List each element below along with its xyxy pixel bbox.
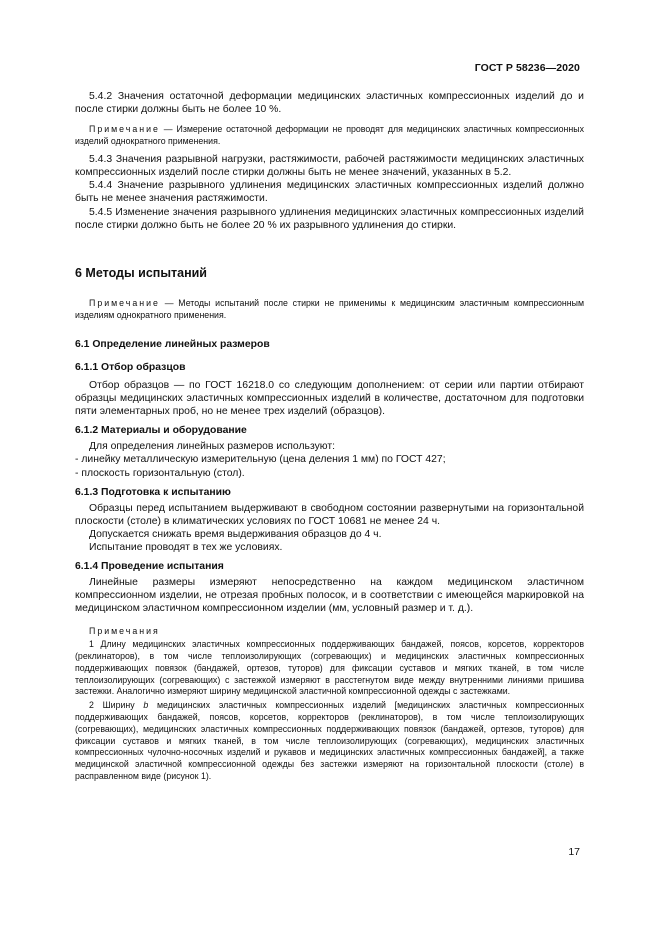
note-item-1: 1 Длину медицинских эластичных компрессионных поддерживающих бандажей, поясов, корсетов, корректоров (реклинаторов), в том числе теплоизолирующих (согревающих) и медицинских эластичных компрессионных поддерживающих повязок (бандажей, ортезов, туторов) для фиксации суставов и мягких тканей, в том числе теплоизолирующих (согревающих) с застежкой измеряют в расстегнутом виде между внутренними линиями пришива застежки. Аналогично измеряют ширину медицинской эластичной компрессионной одежды с застежками. [75, 639, 584, 697]
page-body [75, 90, 584, 783]
note-text: — Методы испытаний после стирки не применимы к медицинским эластичным компрессионным изделиям однократного применения. [75, 297, 584, 320]
paragraph-6-1-1: Отбор образцов — по ГОСТ 16218.0 со следующим дополнением: от серии или партии отбирают образцы медицинских эластичных компрессионных изделий в количестве, достаточном для подготовки пяти элементарных проб, но не менее трех изделий (образцов). [75, 379, 584, 418]
paragraph-6-1-2-intro: Для определения линейных размеров используют: [89, 441, 336, 453]
paragraph-6-1-3-conditioning: Образцы перед испытанием выдерживают в свободном состоянии развернутыми на горизонтальной плоскости (столе) в климатических условиях по ГОСТ 10681 не менее 24 ч. [75, 502, 584, 527]
section-6-title: 6 Методы испытаний [75, 265, 207, 280]
list-item-table: - плоскость горизонтальную (стол). [75, 467, 245, 479]
paragraph-6-1-3-reduced-time: Допускается снижать время выдерживания образцов до 4 ч. [89, 528, 382, 540]
section-6-1-4-title: 6.1.4 Проведение испытания [75, 561, 224, 573]
document-code-header: ГОСТ Р 58236—2020 [474, 62, 580, 74]
note-2-lead: 2 Ширину [89, 700, 144, 711]
note-2-variable: b [143, 700, 149, 711]
note-label: Примечание [89, 124, 160, 135]
note-text: — Измерение остаточной деформации не проводят для медицинских эластичных компрессионных изделий однократного применения. [75, 124, 584, 147]
note-test-methods [75, 297, 584, 321]
notes-label: Примечания [89, 626, 160, 637]
page-number: 17 [568, 846, 580, 858]
note-item-2 [75, 700, 584, 783]
note-2-body: медицинских эластичных компрессионных изделий [медицинских эластичных компрессионных поддерживающих бандажей, поясов, корсетов, корректоров (реклинаторов), в том числе теплоизолирующих (согревающих), медицинских эластичных компрессионных поддерживающих повязок (бандажей, ортезов, туторов) для фиксации суставов и мягких тканей, в том числе теплоизолирующих (согревающих), медицинских эластичных компрессионных чулочно-носочных изделий и рукавов и медицинских эластичных компрессионных бандажей], а также медицинской эластичной компрессионной одежды без застежки измеряют на горизонтальной плоскости (столе) в расправленном виде (рисунок 1). [75, 700, 584, 781]
note-label: Примечание [89, 297, 160, 308]
section-6-1-2-title: 6.1.2 Материалы и оборудование [75, 425, 247, 437]
section-6-1-1-title: 6.1.1 Отбор образцов [75, 361, 186, 373]
paragraph-5-4-5: 5.4.5 Изменение значения разрывного удлинения медицинских эластичных компрессионных изделий после стирки должно быть не более 20 % их разрывного удлинения до стирки. [75, 206, 584, 231]
section-6-1-title: 6.1 Определение линейных размеров [75, 338, 270, 350]
paragraph-5-4-4: 5.4.4 Значение разрывного удлинения медицинских эластичных компрессионных изделий должно быть не менее значения растяжимости. [75, 180, 584, 205]
paragraph-6-1-3-same-conditions: Испытание проводят в тех же условиях. [89, 541, 283, 553]
notes-block [75, 626, 584, 782]
list-item-ruler: - линейку металлическую измерительную (цена деления 1 мм) по ГОСТ 427; [75, 454, 446, 466]
note-residual-deformation [75, 123, 584, 147]
paragraph-6-1-4: Линейные размеры измеряют непосредственно на каждом медицинском эластичном компрессионном изделии, не отрезая пробных полосок, и в соответствии с имеющейся маркировкой на медицинском эластичном компрессионном изделии (мм, условный размер и т. д.). [75, 577, 584, 615]
paragraph-5-4-2: 5.4.2 Значения остаточной деформации медицинских эластичных компрессионных изделий до и после стирки должны быть не более 10 %. [75, 91, 584, 116]
section-6-1-3-title: 6.1.3 Подготовка к испытанию [75, 486, 231, 498]
paragraph-5-4-3: 5.4.3 Значения разрывной нагрузки, растяжимости, рабочей растяжимости медицинских эластичных компрессионных изделий после стирки должны быть не менее значений, указанных в 5.2. [75, 154, 584, 179]
